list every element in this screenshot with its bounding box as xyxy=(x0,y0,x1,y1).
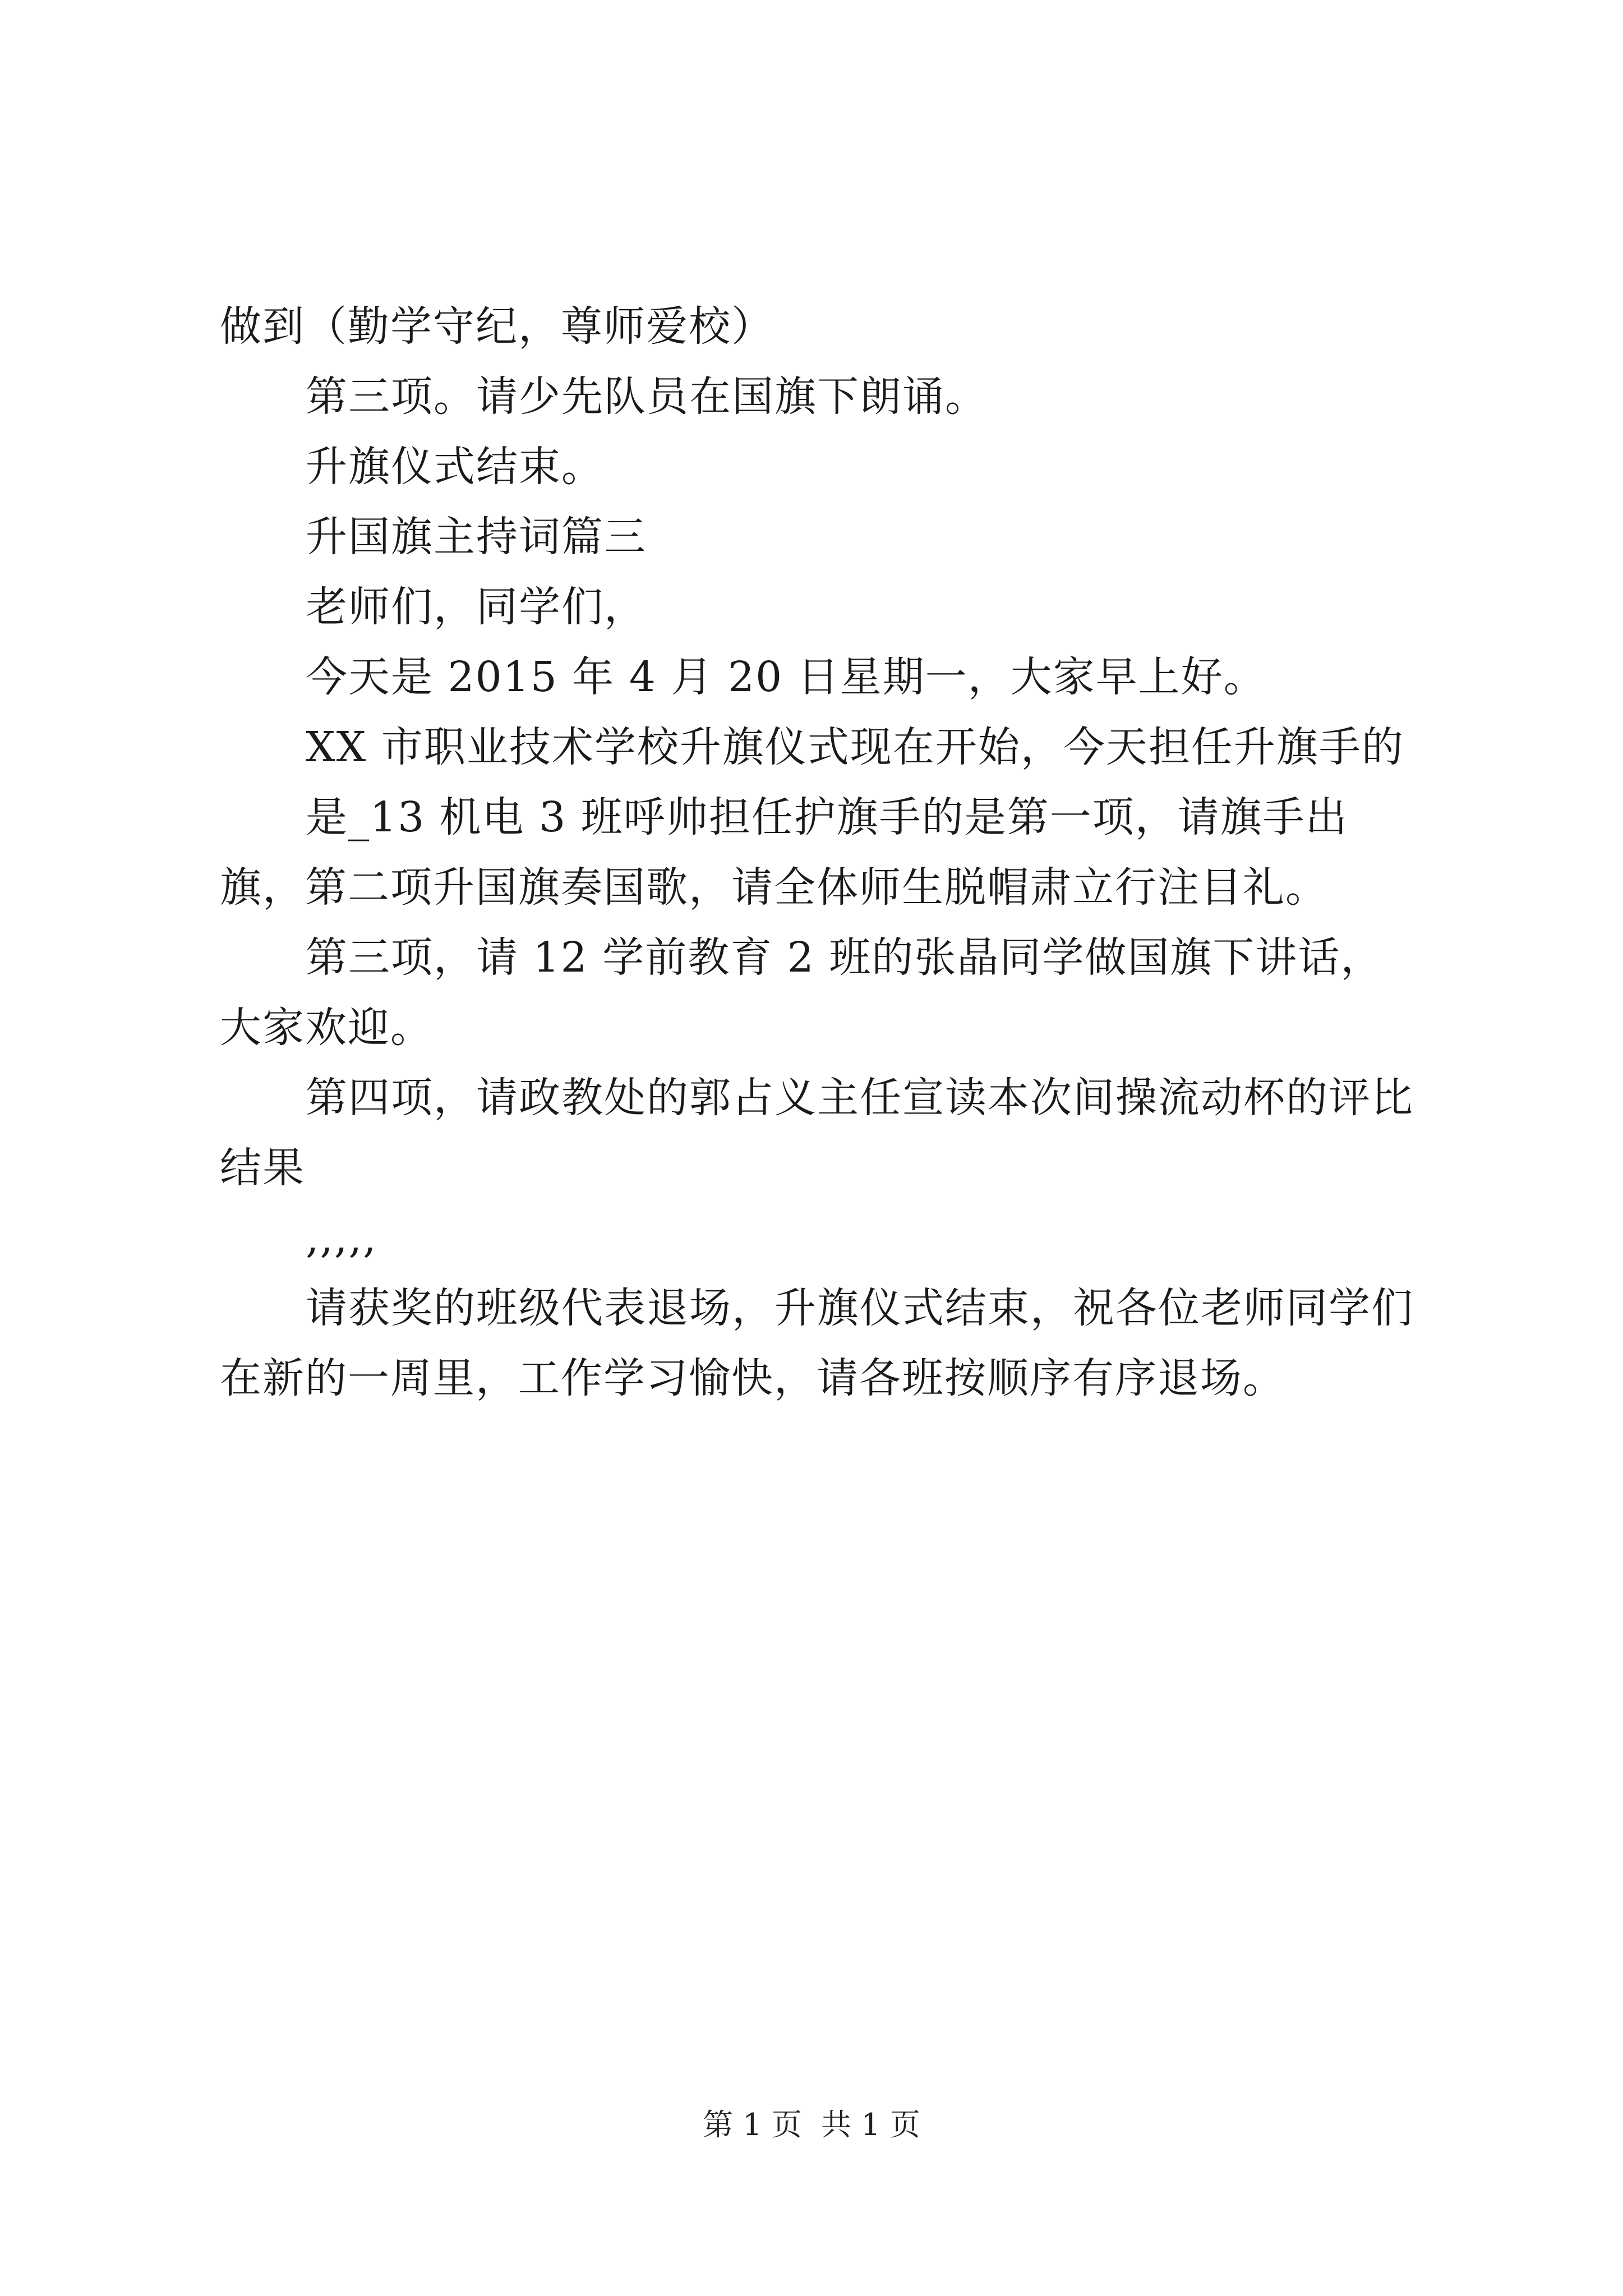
paragraph-8: 是_13 机电 3 班呼帅担任护旗手的是第一项，请旗手出旗，第二项升国旗奏国歌，请全体师生脱帽肃立行注目礼。 xyxy=(220,793,1348,912)
paragraph-7: XX 市职业技术学校升旗仪式现在开始，今天担任升旗手的 xyxy=(306,723,1404,771)
paragraph-9: 第三项，请 12 学前教育 2 班的张晶同学做国旗下讲话，大家欢迎。 xyxy=(220,933,1384,1052)
paragraph-3: 升旗仪式结束。 xyxy=(306,443,604,491)
paragraph-10: 第四项，请政教处的郭占义主任宣读本次间操流动杯的评比结果 xyxy=(220,1074,1414,1192)
paragraph-6: 今天是 2015 年 4 月 20 日星期一，大家早上好。 xyxy=(306,653,1266,701)
paragraph-11: ,,,,, xyxy=(306,1214,377,1262)
section-heading: 升国旗主持词篇三 xyxy=(306,513,647,561)
page-footer: 第 1 页 共 1 页 xyxy=(703,2107,920,2142)
paragraph-5: 老师们，同学们， xyxy=(306,583,647,631)
paragraph-12: 请获奖的班级代表退场，升旗仪式结束，祝各位老师同学们在新的一周里，工作学习愉快，请各班按顺序有序退场。 xyxy=(220,1284,1414,1402)
paragraph-1: 做到（勤学守纪，尊师爱校） xyxy=(220,302,774,351)
paragraph-2: 第三项。请少先队员在国旗下朗诵。 xyxy=(306,372,988,421)
document-body xyxy=(220,292,1420,1414)
